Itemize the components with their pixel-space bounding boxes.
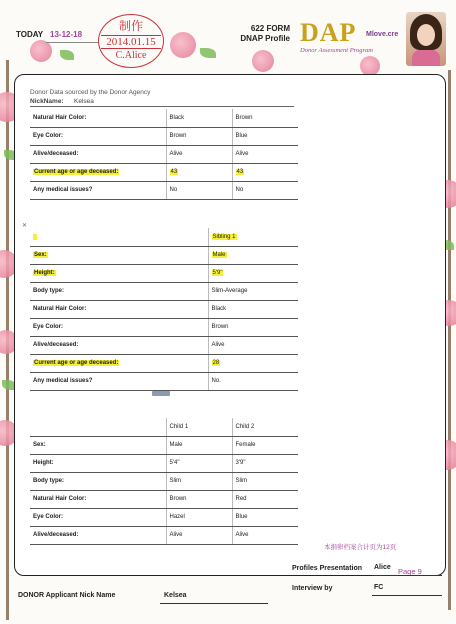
cell-text: Alive/deceased:: [33, 532, 79, 538]
cell-text: Any medical issues?: [33, 378, 93, 384]
table-row: [30, 372, 298, 390]
today-date: 13-12-18: [50, 30, 83, 39]
table-cell: [30, 336, 208, 354]
table-row: [30, 228, 298, 246]
table-cell: [232, 127, 298, 145]
form-subtitle: DNAP Profile: [240, 34, 290, 43]
table-cell: [232, 181, 298, 199]
table-cell: [30, 418, 166, 436]
table-cell: [30, 109, 166, 127]
table-cell: [30, 264, 208, 282]
cell-text: No: [169, 187, 178, 193]
table-cell: [30, 372, 208, 390]
cell-text: Alive/deceased:: [33, 342, 79, 348]
cell-text: 3'9": [235, 460, 246, 466]
table-cell: [208, 372, 298, 390]
table-cell: [166, 145, 232, 163]
table-cell: [166, 454, 232, 472]
profiles-presentation-value: Alice: [374, 564, 391, 571]
interview-value: FC: [374, 584, 384, 591]
table-cell: [30, 454, 166, 472]
table-row: [30, 472, 298, 490]
table-cell: [30, 318, 208, 336]
page-count-note: 本捐卵档案合计页为12页: [324, 544, 397, 551]
table-row: [30, 508, 298, 526]
table-cell: [232, 454, 298, 472]
table-cell: [208, 300, 298, 318]
cell-text: Black: [211, 306, 227, 312]
form-number: 622 FORM: [250, 24, 290, 33]
cell-text: Slim-Average: [211, 288, 248, 294]
cell-text: Male: [169, 442, 183, 448]
applicant-underline: [160, 603, 268, 604]
profiles-underline: [372, 575, 442, 576]
table-row: [30, 264, 298, 282]
profiles-presentation-label: Profiles Presentation: [292, 565, 363, 572]
stamp-title: 制作: [118, 19, 143, 33]
cell-text: Blue: [235, 514, 248, 520]
cell-text: Brown: [211, 324, 229, 330]
cell-text: Slim: [169, 478, 182, 484]
table-cell: [208, 354, 298, 372]
cell-text: Current age or age deceased:: [34, 169, 119, 175]
table-cell: [30, 163, 166, 181]
cell-text: Blue: [235, 133, 248, 139]
table-cell: [232, 490, 298, 508]
table-row: [30, 418, 298, 436]
child1-header: Child 1: [166, 418, 232, 436]
nickname-value: Kelsea: [74, 98, 94, 105]
table-row: [30, 109, 298, 127]
cell-text: Alive: [169, 532, 183, 538]
section-marker-icon: ✕: [22, 223, 28, 229]
table-cell: [166, 109, 232, 127]
cell-text: Hazel: [169, 514, 185, 520]
today-label: TODAY: [16, 30, 44, 39]
table-row: [30, 145, 298, 163]
table-cell: [232, 109, 298, 127]
cell-text: Alive: [169, 151, 183, 157]
table-cell: [30, 300, 208, 318]
table-cell: [208, 228, 298, 246]
table-cell: [30, 282, 208, 300]
cell-text: Body type:: [33, 478, 65, 484]
vine-right-decoration: [448, 70, 451, 610]
cell-text: Any medical issues?: [33, 187, 93, 193]
table-cell: [166, 472, 232, 490]
table-cell: [208, 318, 298, 336]
sibling-table: [30, 228, 298, 391]
cell-text: Female: [235, 442, 256, 448]
table-cell: [30, 127, 166, 145]
table-cell: [30, 526, 166, 544]
cell-text: Eye Color:: [33, 514, 64, 520]
table-row: [30, 127, 298, 145]
cell-text: Brown: [235, 114, 253, 121]
table-cell: [30, 490, 166, 508]
table-cell: [208, 336, 298, 354]
table-cell: [30, 472, 166, 490]
cell-text: Alive: [211, 342, 225, 348]
logo-brand: Mlove.cre: [366, 31, 399, 38]
interview-label: Interview by: [292, 585, 333, 592]
table-cell: [232, 145, 298, 163]
table-cell: [30, 228, 208, 246]
children-table: [30, 418, 298, 545]
table-cell: [166, 526, 232, 544]
table-cell: [232, 163, 298, 181]
table-cell: [166, 436, 232, 454]
page-number: Page 9: [398, 567, 422, 576]
cell-text: Sex:: [33, 442, 46, 448]
table-cell: [232, 508, 298, 526]
table-cell: [166, 508, 232, 526]
cell-text: 28: [212, 360, 220, 366]
cell-text: Slim: [235, 478, 248, 484]
nickname-divider: [30, 106, 294, 107]
cell-text: Height:: [33, 460, 54, 466]
table-row: [30, 490, 298, 508]
cell-text: Sex:: [34, 252, 47, 258]
cell-text: Male: [212, 252, 226, 258]
logo-tagline: Donor Assessment Program: [300, 47, 373, 54]
table-cell: [208, 282, 298, 300]
cell-text: No: [235, 187, 244, 193]
stamp-name: C.Alice: [115, 50, 147, 61]
table-cell: [30, 508, 166, 526]
table-cell: [30, 145, 166, 163]
table-cell: [166, 490, 232, 508]
cell-text: Natural Hair Color:: [33, 496, 87, 502]
cell-text: Alive: [235, 532, 249, 538]
cell-text: Height:: [34, 270, 55, 276]
table-row: [30, 300, 298, 318]
cell-text: Brown: [169, 496, 187, 502]
host-photo: [406, 12, 446, 66]
table-cell: [166, 127, 232, 145]
table-row: [30, 163, 298, 181]
table-cell: [232, 436, 298, 454]
table-row: [30, 354, 298, 372]
table-cell: [30, 246, 208, 264]
data-source-label: Donor Data sourced by the Donor Agency: [30, 89, 151, 96]
table-cell: [166, 163, 232, 181]
table-cell: [30, 181, 166, 199]
interview-underline: [372, 595, 442, 596]
form-title: [226, 24, 290, 44]
table-row: [30, 246, 298, 264]
applicant-value: Kelsea: [164, 592, 187, 599]
page-header: [0, 0, 456, 72]
cell-text: Red: [235, 496, 247, 502]
table-cell: [208, 264, 298, 282]
cell-text: 5'4": [169, 460, 180, 466]
table-row: [30, 526, 298, 544]
cell-text: Current age or age deceased:: [34, 360, 119, 366]
table-row: [30, 181, 298, 199]
cell-text: 43: [170, 169, 178, 175]
sibling-header: Sibling 1: [212, 233, 236, 240]
cell-text: Alive/deceased:: [33, 151, 79, 157]
cell-text: 5'9": [212, 270, 223, 276]
producer-stamp: [98, 14, 164, 68]
dap-logo: [300, 18, 408, 56]
table-row: [30, 454, 298, 472]
cell-text: Natural Hair Color:: [33, 306, 87, 312]
cell-text: Natural Hair Color:: [33, 114, 87, 121]
table-row: [30, 336, 298, 354]
cell-text: Eye Color:: [33, 324, 64, 330]
table-cell: [30, 436, 166, 454]
cell-text: Eye Color:: [33, 133, 64, 139]
table-cell: [232, 526, 298, 544]
table-cell: [166, 181, 232, 199]
child2-header: Child 2: [232, 418, 298, 436]
table-cell: [232, 472, 298, 490]
nickname-label: NickName:: [30, 98, 64, 105]
table-cell: [208, 246, 298, 264]
table-row: [30, 436, 298, 454]
cell-text: Brown: [169, 133, 187, 139]
parents-table: [30, 109, 298, 200]
stamp-date: 2014.01.15: [101, 35, 161, 49]
cell-text: 43: [236, 169, 244, 175]
applicant-label: DONOR Applicant Nick Name: [18, 592, 116, 599]
table-row: [30, 282, 298, 300]
resize-handle[interactable]: [152, 391, 170, 396]
cell-text: No.: [211, 378, 221, 384]
logo-main-text: DAP: [300, 18, 357, 47]
cell-text: Alive: [235, 151, 249, 157]
table-cell: [30, 354, 208, 372]
cell-text: Body type:: [33, 288, 65, 294]
table-row: [30, 318, 298, 336]
today-underline: [46, 42, 98, 43]
cell-text: Black: [169, 114, 185, 121]
